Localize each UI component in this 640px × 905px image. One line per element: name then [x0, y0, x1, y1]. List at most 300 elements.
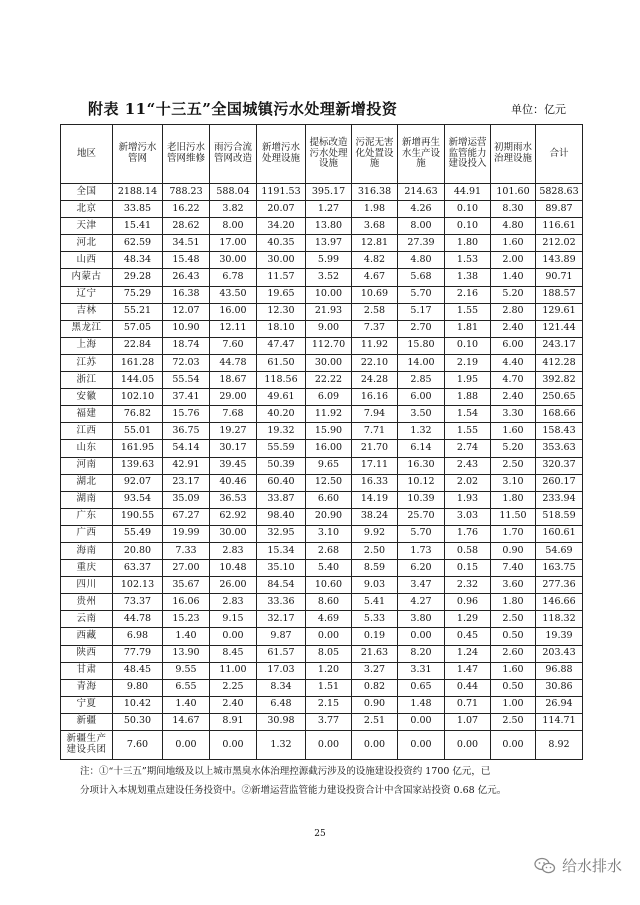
value-cell: 1.38	[445, 269, 491, 286]
value-cell: 5.20	[491, 440, 536, 457]
value-cell: 42.91	[163, 457, 210, 474]
value-cell: 11.92	[306, 406, 352, 423]
value-cell: 7.60	[113, 731, 163, 760]
value-cell: 15.23	[163, 611, 210, 628]
value-cell: 48.45	[113, 662, 163, 679]
value-cell: 1.00	[491, 696, 536, 713]
value-cell: 19.27	[210, 423, 257, 440]
value-cell: 77.79	[113, 645, 163, 662]
value-cell: 19.32	[257, 423, 306, 440]
value-cell: 2.50	[352, 542, 398, 559]
value-cell: 13.97	[306, 235, 352, 252]
value-cell: 61.50	[257, 354, 306, 371]
value-cell: 6.55	[163, 679, 210, 696]
value-cell: 33.87	[257, 491, 306, 508]
value-cell: 2.40	[491, 320, 536, 337]
region-cell: 陕西	[61, 645, 113, 662]
column-header	[398, 125, 445, 184]
value-cell: 30.17	[210, 440, 257, 457]
value-cell: 98.40	[257, 508, 306, 525]
value-cell: 4.67	[352, 269, 398, 286]
table-row	[61, 423, 583, 440]
value-cell: 21.70	[352, 440, 398, 457]
value-cell: 1.55	[445, 303, 491, 320]
value-cell: 15.41	[113, 218, 163, 235]
value-cell: 0.00	[398, 731, 445, 760]
value-cell: 44.78	[210, 354, 257, 371]
column-header-label: 污泥无害化处置设施	[355, 136, 394, 170]
value-cell: 32.17	[257, 611, 306, 628]
value-cell: 22.84	[113, 337, 163, 354]
value-cell: 54.14	[163, 440, 210, 457]
value-cell: 22.10	[352, 354, 398, 371]
value-cell: 26.43	[163, 269, 210, 286]
value-cell: 8.45	[210, 645, 257, 662]
value-cell: 8.00	[210, 218, 257, 235]
value-cell: 412.28	[536, 354, 583, 371]
value-cell: 20.80	[113, 542, 163, 559]
value-cell: 1.40	[163, 628, 210, 645]
value-cell: 1.32	[398, 423, 445, 440]
value-cell: 18.10	[257, 320, 306, 337]
value-cell: 0.00	[445, 731, 491, 760]
value-cell: 2.40	[210, 696, 257, 713]
value-cell: 3.50	[398, 406, 445, 423]
value-cell: 5.17	[398, 303, 445, 320]
value-cell: 4.26	[398, 201, 445, 218]
value-cell: 2.15	[306, 696, 352, 713]
value-cell: 518.59	[536, 508, 583, 525]
region-cell: 北京	[61, 201, 113, 218]
value-cell: 11.57	[257, 269, 306, 286]
table-row	[61, 662, 583, 679]
region-cell: 海南	[61, 542, 113, 559]
table-row	[61, 731, 583, 760]
table-row	[61, 491, 583, 508]
value-cell: 2.51	[352, 713, 398, 730]
value-cell: 2.60	[491, 645, 536, 662]
value-cell: 5.68	[398, 269, 445, 286]
region-cell: 贵州	[61, 594, 113, 611]
value-cell: 40.46	[210, 474, 257, 491]
value-cell: 60.40	[257, 474, 306, 491]
value-cell: 92.07	[113, 474, 163, 491]
value-cell: 33.36	[257, 594, 306, 611]
region-cell: 河南	[61, 457, 113, 474]
value-cell: 55.21	[113, 303, 163, 320]
value-cell: 3.30	[491, 406, 536, 423]
value-cell: 112.70	[306, 337, 352, 354]
table-row	[61, 286, 583, 303]
value-cell: 9.15	[210, 611, 257, 628]
value-cell: 17.11	[352, 457, 398, 474]
value-cell: 55.59	[257, 440, 306, 457]
value-cell: 2.40	[491, 389, 536, 406]
table-row	[61, 218, 583, 235]
table-row	[61, 679, 583, 696]
value-cell: 4.80	[398, 252, 445, 269]
value-cell: 3.68	[352, 218, 398, 235]
value-cell: 5.20	[491, 286, 536, 303]
column-header	[491, 125, 536, 184]
value-cell: 8.20	[398, 645, 445, 662]
region-cell: 新疆生产建设兵团	[61, 731, 113, 760]
value-cell: 14.00	[398, 354, 445, 371]
value-cell: 588.04	[210, 184, 257, 201]
value-cell: 0.00	[352, 731, 398, 760]
value-cell: 44.91	[445, 184, 491, 201]
value-cell: 3.82	[210, 201, 257, 218]
region-cell: 四川	[61, 577, 113, 594]
value-cell: 1.27	[306, 201, 352, 218]
value-cell: 2.58	[352, 303, 398, 320]
value-cell: 2.74	[445, 440, 491, 457]
value-cell: 43.50	[210, 286, 257, 303]
region-cell: 广东	[61, 508, 113, 525]
region-cell: 山西	[61, 252, 113, 269]
value-cell: 8.92	[536, 731, 583, 760]
value-cell: 61.57	[257, 645, 306, 662]
value-cell: 1.51	[306, 679, 352, 696]
value-cell: 0.71	[445, 696, 491, 713]
value-cell: 0.45	[445, 628, 491, 645]
value-cell: 0.44	[445, 679, 491, 696]
value-cell: 13.80	[306, 218, 352, 235]
value-cell: 277.36	[536, 577, 583, 594]
value-cell: 12.81	[352, 235, 398, 252]
value-cell: 11.00	[210, 662, 257, 679]
table-row	[61, 440, 583, 457]
value-cell: 34.51	[163, 235, 210, 252]
table-row	[61, 577, 583, 594]
table-row	[61, 696, 583, 713]
value-cell: 3.27	[352, 662, 398, 679]
table-row	[61, 303, 583, 320]
region-cell: 安徽	[61, 389, 113, 406]
value-cell: 22.22	[306, 372, 352, 389]
region-cell: 重庆	[61, 560, 113, 577]
table-row	[61, 184, 583, 201]
column-header	[113, 125, 163, 184]
value-cell: 10.39	[398, 491, 445, 508]
value-cell: 30.00	[210, 252, 257, 269]
value-cell: 36.53	[210, 491, 257, 508]
value-cell: 0.10	[445, 201, 491, 218]
investment-table	[60, 124, 583, 760]
value-cell: 2.02	[445, 474, 491, 491]
value-cell: 38.24	[352, 508, 398, 525]
value-cell: 15.90	[306, 423, 352, 440]
value-cell: 129.61	[536, 303, 583, 320]
value-cell: 40.20	[257, 406, 306, 423]
column-header	[445, 125, 491, 184]
column-header	[352, 125, 398, 184]
value-cell: 27.00	[163, 560, 210, 577]
column-header	[61, 125, 113, 184]
value-cell: 10.48	[210, 560, 257, 577]
wechat-logo-icon	[534, 857, 556, 875]
table-row	[61, 525, 583, 542]
table-row	[61, 508, 583, 525]
value-cell: 16.22	[163, 201, 210, 218]
table-row	[61, 269, 583, 286]
value-cell: 0.00	[306, 731, 352, 760]
value-cell: 10.12	[398, 474, 445, 491]
table-row	[61, 389, 583, 406]
value-cell: 3.10	[306, 525, 352, 542]
value-cell: 1.40	[163, 696, 210, 713]
value-cell: 118.56	[257, 372, 306, 389]
value-cell: 2.00	[491, 252, 536, 269]
value-cell: 10.69	[352, 286, 398, 303]
value-cell: 0.00	[210, 731, 257, 760]
value-cell: 25.70	[398, 508, 445, 525]
value-cell: 29.00	[210, 389, 257, 406]
table-header-row	[61, 125, 583, 184]
value-cell: 1.80	[491, 491, 536, 508]
column-header-label: 新增污水管网	[118, 142, 157, 164]
value-cell: 30.00	[210, 525, 257, 542]
value-cell: 1.95	[445, 372, 491, 389]
value-cell: 10.60	[306, 577, 352, 594]
value-cell: 26.00	[210, 577, 257, 594]
column-header-label: 老旧污水管网维修	[166, 142, 205, 164]
value-cell: 0.50	[491, 628, 536, 645]
value-cell: 63.37	[113, 560, 163, 577]
column-header	[536, 125, 583, 184]
value-cell: 10.90	[163, 320, 210, 337]
value-cell: 35.10	[257, 560, 306, 577]
value-cell: 6.00	[491, 337, 536, 354]
value-cell: 34.20	[257, 218, 306, 235]
value-cell: 5.41	[352, 594, 398, 611]
value-cell: 1.80	[445, 235, 491, 252]
value-cell: 4.70	[491, 372, 536, 389]
value-cell: 7.40	[491, 560, 536, 577]
page-title: 附表 11“十三五”全国城镇污水处理新增投资	[88, 100, 398, 118]
value-cell: 1.32	[257, 731, 306, 760]
value-cell: 2.19	[445, 354, 491, 371]
value-cell: 16.30	[398, 457, 445, 474]
value-cell: 20.07	[257, 201, 306, 218]
value-cell: 395.17	[306, 184, 352, 201]
value-cell: 67.27	[163, 508, 210, 525]
table-row	[61, 645, 583, 662]
value-cell: 11.50	[491, 508, 536, 525]
column-header-label: 合计	[549, 147, 569, 159]
value-cell: 0.10	[445, 218, 491, 235]
value-cell: 2.50	[491, 713, 536, 730]
value-cell: 8.00	[398, 218, 445, 235]
value-cell: 5828.63	[536, 184, 583, 201]
value-cell: 2.70	[398, 320, 445, 337]
value-cell: 0.58	[445, 542, 491, 559]
watermark-text: 给水排水	[561, 857, 622, 875]
value-cell: 2.50	[491, 611, 536, 628]
region-cell: 浙江	[61, 372, 113, 389]
region-cell: 辽宁	[61, 286, 113, 303]
value-cell: 32.95	[257, 525, 306, 542]
value-cell: 1.93	[445, 491, 491, 508]
value-cell: 7.33	[163, 542, 210, 559]
column-header-label: 提标改造污水处理设施	[309, 136, 348, 170]
table-row	[61, 542, 583, 559]
value-cell: 9.80	[113, 679, 163, 696]
value-cell: 2.43	[445, 457, 491, 474]
value-cell: 118.32	[536, 611, 583, 628]
region-cell: 天津	[61, 218, 113, 235]
value-cell: 2.83	[210, 594, 257, 611]
value-cell: 1.54	[445, 406, 491, 423]
footnote-line-2: 分项计入本规划重点建设任务投资中。②新增运营监管能力建设投资合计中含国家站投资 0.68 亿元。	[80, 785, 507, 796]
table-row	[61, 252, 583, 269]
value-cell: 28.62	[163, 218, 210, 235]
value-cell: 23.17	[163, 474, 210, 491]
value-cell: 0.10	[445, 337, 491, 354]
value-cell: 84.54	[257, 577, 306, 594]
value-cell: 54.69	[536, 542, 583, 559]
value-cell: 0.00	[163, 731, 210, 760]
value-cell: 8.59	[352, 560, 398, 577]
region-cell: 甘肃	[61, 662, 113, 679]
value-cell: 0.96	[445, 594, 491, 611]
value-cell: 3.77	[306, 713, 352, 730]
value-cell: 1.70	[491, 525, 536, 542]
column-header-label: 初期雨水治理设施	[493, 142, 532, 164]
column-header-label: 新增再生水生产设施	[401, 136, 440, 170]
value-cell: 6.98	[113, 628, 163, 645]
value-cell: 6.78	[210, 269, 257, 286]
value-cell: 4.82	[352, 252, 398, 269]
value-cell: 203.43	[536, 645, 583, 662]
region-cell: 湖北	[61, 474, 113, 491]
value-cell: 168.66	[536, 406, 583, 423]
value-cell: 9.65	[306, 457, 352, 474]
value-cell: 1.60	[491, 662, 536, 679]
value-cell: 233.94	[536, 491, 583, 508]
value-cell: 14.67	[163, 713, 210, 730]
value-cell: 121.44	[536, 320, 583, 337]
value-cell: 1.73	[398, 542, 445, 559]
value-cell: 35.09	[163, 491, 210, 508]
value-cell: 6.14	[398, 440, 445, 457]
value-cell: 2.83	[210, 542, 257, 559]
value-cell: 50.30	[113, 713, 163, 730]
value-cell: 16.00	[306, 440, 352, 457]
column-header-label: 新增污水处理设施	[261, 142, 300, 164]
value-cell: 1191.53	[257, 184, 306, 201]
value-cell: 1.07	[445, 713, 491, 730]
value-cell: 6.48	[257, 696, 306, 713]
value-cell: 5.33	[352, 611, 398, 628]
value-cell: 320.37	[536, 457, 583, 474]
value-cell: 160.61	[536, 525, 583, 542]
value-cell: 6.09	[306, 389, 352, 406]
region-cell: 河北	[61, 235, 113, 252]
table-row	[61, 457, 583, 474]
region-cell: 吉林	[61, 303, 113, 320]
value-cell: 55.01	[113, 423, 163, 440]
value-cell: 7.68	[210, 406, 257, 423]
region-cell: 全国	[61, 184, 113, 201]
value-cell: 89.87	[536, 201, 583, 218]
value-cell: 13.90	[163, 645, 210, 662]
value-cell: 1.76	[445, 525, 491, 542]
value-cell: 1.47	[445, 662, 491, 679]
column-header-label: 新增运营监管能力建设投入	[448, 136, 487, 170]
value-cell: 10.42	[113, 696, 163, 713]
value-cell: 7.94	[352, 406, 398, 423]
value-cell: 96.88	[536, 662, 583, 679]
value-cell: 1.40	[491, 269, 536, 286]
value-cell: 9.03	[352, 577, 398, 594]
region-cell: 云南	[61, 611, 113, 628]
value-cell: 3.31	[398, 662, 445, 679]
value-cell: 20.90	[306, 508, 352, 525]
value-cell: 139.63	[113, 457, 163, 474]
table-row	[61, 713, 583, 730]
value-cell: 8.05	[306, 645, 352, 662]
value-cell: 35.67	[163, 577, 210, 594]
value-cell: 316.38	[352, 184, 398, 201]
value-cell: 15.34	[257, 542, 306, 559]
value-cell: 62.92	[210, 508, 257, 525]
value-cell: 1.80	[491, 594, 536, 611]
value-cell: 33.85	[113, 201, 163, 218]
value-cell: 1.48	[398, 696, 445, 713]
value-cell: 19.65	[257, 286, 306, 303]
region-cell: 内蒙古	[61, 269, 113, 286]
value-cell: 6.60	[306, 491, 352, 508]
region-cell: 江西	[61, 423, 113, 440]
value-cell: 2.16	[445, 286, 491, 303]
value-cell: 15.80	[398, 337, 445, 354]
value-cell: 62.59	[113, 235, 163, 252]
value-cell: 2.85	[398, 372, 445, 389]
table-row	[61, 628, 583, 645]
value-cell: 55.54	[163, 372, 210, 389]
value-cell: 1.53	[445, 252, 491, 269]
value-cell: 76.82	[113, 406, 163, 423]
value-cell: 26.94	[536, 696, 583, 713]
value-cell: 788.23	[163, 184, 210, 201]
table-row	[61, 611, 583, 628]
value-cell: 40.35	[257, 235, 306, 252]
value-cell: 2.80	[491, 303, 536, 320]
value-cell: 1.55	[445, 423, 491, 440]
value-cell: 2188.14	[113, 184, 163, 201]
region-cell: 黑龙江	[61, 320, 113, 337]
value-cell: 7.37	[352, 320, 398, 337]
value-cell: 21.63	[352, 645, 398, 662]
value-cell: 7.60	[210, 337, 257, 354]
value-cell: 4.80	[491, 218, 536, 235]
region-cell: 上海	[61, 337, 113, 354]
value-cell: 114.71	[536, 713, 583, 730]
value-cell: 3.10	[491, 474, 536, 491]
value-cell: 8.30	[491, 201, 536, 218]
value-cell: 214.63	[398, 184, 445, 201]
value-cell: 190.55	[113, 508, 163, 525]
value-cell: 5.70	[398, 286, 445, 303]
value-cell: 19.99	[163, 525, 210, 542]
value-cell: 10.00	[306, 286, 352, 303]
value-cell: 1.60	[491, 235, 536, 252]
value-cell: 15.76	[163, 406, 210, 423]
value-cell: 6.20	[398, 560, 445, 577]
region-cell: 新疆	[61, 713, 113, 730]
value-cell: 0.00	[210, 628, 257, 645]
